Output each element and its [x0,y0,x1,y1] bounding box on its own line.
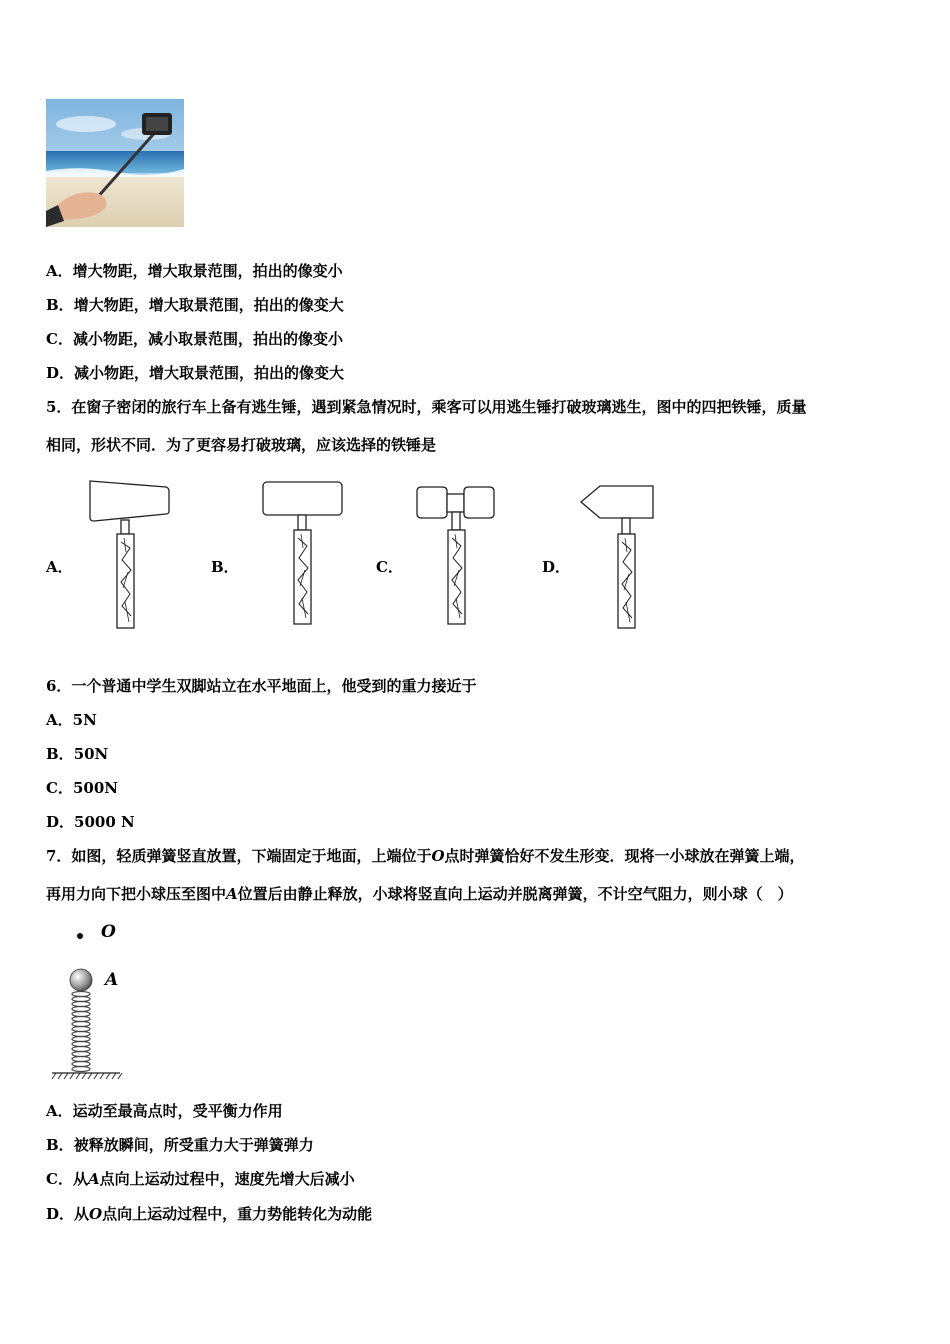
q6-option-b: B．50N [46,745,109,763]
q5-label-c: C． [376,558,403,576]
hammer-a-figure [86,476,172,638]
hammer-d-figure [578,476,664,638]
q5-label-a: A． [46,558,73,576]
spring-label-a: A [105,970,119,990]
q6-stem: 6．一个普通中学生双脚站立在水平地面上，他受到的重力接近于 [46,677,477,695]
q4-option-a: A．增大物距，增大取景范围，拍出的像变小 [46,262,343,280]
hammer-b-figure [260,476,346,638]
q7-option-a: A．运动至最高点时，受平衡力作用 [46,1102,283,1120]
q5-label-b: B． [211,558,239,576]
spring-label-o: O [101,922,116,942]
q7-stem-line2: 再用力向下把小球压至图中A位置后由静止释放，小球将竖直向上运动并脱离弹簧，不计空气阻力，则小球（ ） [46,885,793,903]
q5-stem-line1: 5．在窗子密闭的旅行车上备有逃生锤，遇到紧急情况时，乘客可以用逃生锤打破玻璃逃生，图中的四把铁锤，质量 [46,398,807,416]
q5-label-d: D． [542,558,571,576]
q7-option-d: D．从O点向上运动过程中，重力势能转化为动能 [46,1205,373,1223]
q7-option-b: B．被释放瞬间，所受重力大于弹簧弹力 [46,1136,314,1154]
q6-option-a: A．5N [46,711,97,729]
spring-ball-figure [48,918,158,1083]
q6-option-c: C．500N [46,779,118,797]
q6-option-d: D．5000 N [46,813,135,831]
q7-option-c: C．从A点向上运动过程中，速度先增大后减小 [46,1170,355,1188]
selfie-stick-photo [46,99,184,227]
q4-option-c: C．减小物距，减小取景范围，拍出的像变小 [46,330,343,348]
hammer-c-figure [414,476,500,638]
q4-option-b: B．增大物距，增大取景范围，拍出的像变大 [46,296,344,314]
q4-option-d: D．减小物距，增大取景范围，拍出的像变大 [46,364,345,382]
q7-stem-line1: 7．如图，轻质弹簧竖直放置，下端固定于地面，上端位于O点时弹簧恰好不发生形变．现将一小球放在弹簧上端， [46,847,805,865]
q5-stem-line2: 相同，形状不同．为了更容易打破玻璃，应该选择的铁锤是 [46,436,437,454]
